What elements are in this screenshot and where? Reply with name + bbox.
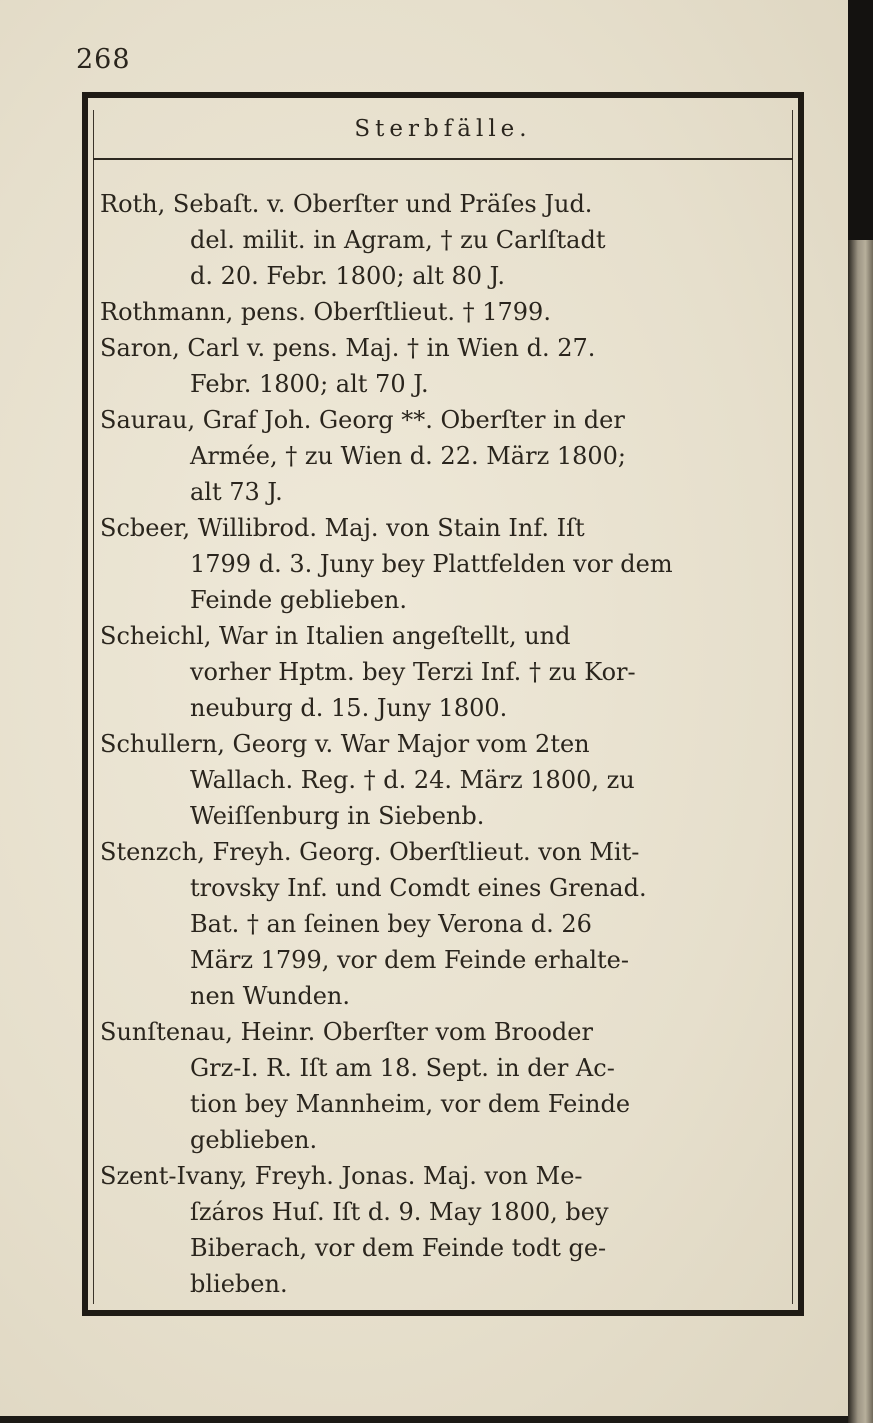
death-notice-entry (100, 618, 792, 726)
entry-text-line: Febr. 1800; alt 70 J. (190, 370, 429, 398)
death-notice-entry (100, 1014, 792, 1158)
death-notice-entry (100, 834, 792, 1014)
entry-text-line: d. 20. Febr. 1800; alt 80 J. (190, 262, 506, 290)
entry-text-line: trovsky Inf. und Comdt eines Grenad. (190, 874, 647, 902)
entry-text-line: Weiſſenburg in Siebenb. (190, 802, 485, 830)
page-number: 268 (76, 44, 131, 75)
entry-text-line: nen Wunden. (190, 982, 351, 1010)
entry-name-line: Saurau, Graf Joh. Georg **. Oberſter in der (100, 406, 625, 434)
death-notice-entry (100, 402, 792, 510)
entry-name-line: Schullern, Georg v. War Major vom 2ten (100, 730, 590, 758)
entry-name-line: Szent-Ivany, Freyh. Jonas. Maj. von Me- (100, 1162, 583, 1190)
entry-text-line: geblieben. (190, 1126, 318, 1154)
section-title: Sterbfälle. (354, 116, 532, 142)
entry-text-line: Feinde geblieben. (190, 586, 408, 614)
entry-text-line: Armée, † zu Wien d. 22. März 1800; (190, 442, 627, 470)
death-notice-entry (100, 186, 792, 294)
entry-text-line: 1799 d. 3. Juny bey Plattfelden vor dem (190, 550, 673, 578)
entry-text-line: ſzáros Huſ. Iſt d. 9. May 1800, bey (190, 1198, 609, 1226)
entry-text-line: blieben. (190, 1270, 288, 1298)
entry-name-line: Rothmann, pens. Oberſtlieut. † 1799. (100, 298, 551, 326)
entry-text-line: März 1799, vor dem Feinde erhalte- (190, 946, 629, 974)
entry-text-line: Grz-I. R. Iſt am 18. Sept. in der Ac- (190, 1054, 615, 1082)
death-notice-list (100, 186, 792, 1302)
adjacent-page-edge (848, 0, 873, 1423)
entry-text-line: vorher Hptm. bey Terzi Inf. † zu Kor- (190, 658, 636, 686)
section-header (93, 110, 793, 160)
entry-name-line: Stenzch, Freyh. Georg. Oberſtlieut. von Mit- (100, 838, 640, 866)
entry-name-line: Scheichl, War in Italien angeſtellt, und (100, 622, 571, 650)
entry-text-line: Wallach. Reg. † d. 24. März 1800, zu (190, 766, 635, 794)
entry-text-line: del. milit. in Agram, † zu Carlſtadt (190, 226, 606, 254)
entry-text-line: Bat. † an ſeinen bey Verona d. 26 (190, 910, 592, 938)
death-notice-entry (100, 330, 792, 402)
death-notice-entry (100, 294, 792, 330)
death-notice-entry (100, 510, 792, 618)
entry-text-line: alt 73 J. (190, 478, 283, 506)
death-notice-entry (100, 1158, 792, 1302)
entry-name-line: Sunſtenau, Heinr. Oberſter vom Brooder (100, 1018, 593, 1046)
entry-text-line: Biberach, vor dem Feinde todt ge- (190, 1234, 607, 1262)
entry-text-line: neuburg d. 15. Juny 1800. (190, 694, 508, 722)
binding-shadow (848, 0, 873, 240)
entry-text-line: tion bey Mannheim, vor dem Feinde (190, 1090, 631, 1118)
entry-name-line: Roth, Sebaſt. v. Oberſter und Präſes Jud. (100, 190, 593, 218)
entry-name-line: Saron, Carl v. pens. Maj. † in Wien d. 27. (100, 334, 596, 362)
death-notice-entry (100, 726, 792, 834)
entry-name-line: Scbeer, Willibrod. Maj. von Stain Inf. Iſt (100, 514, 585, 542)
